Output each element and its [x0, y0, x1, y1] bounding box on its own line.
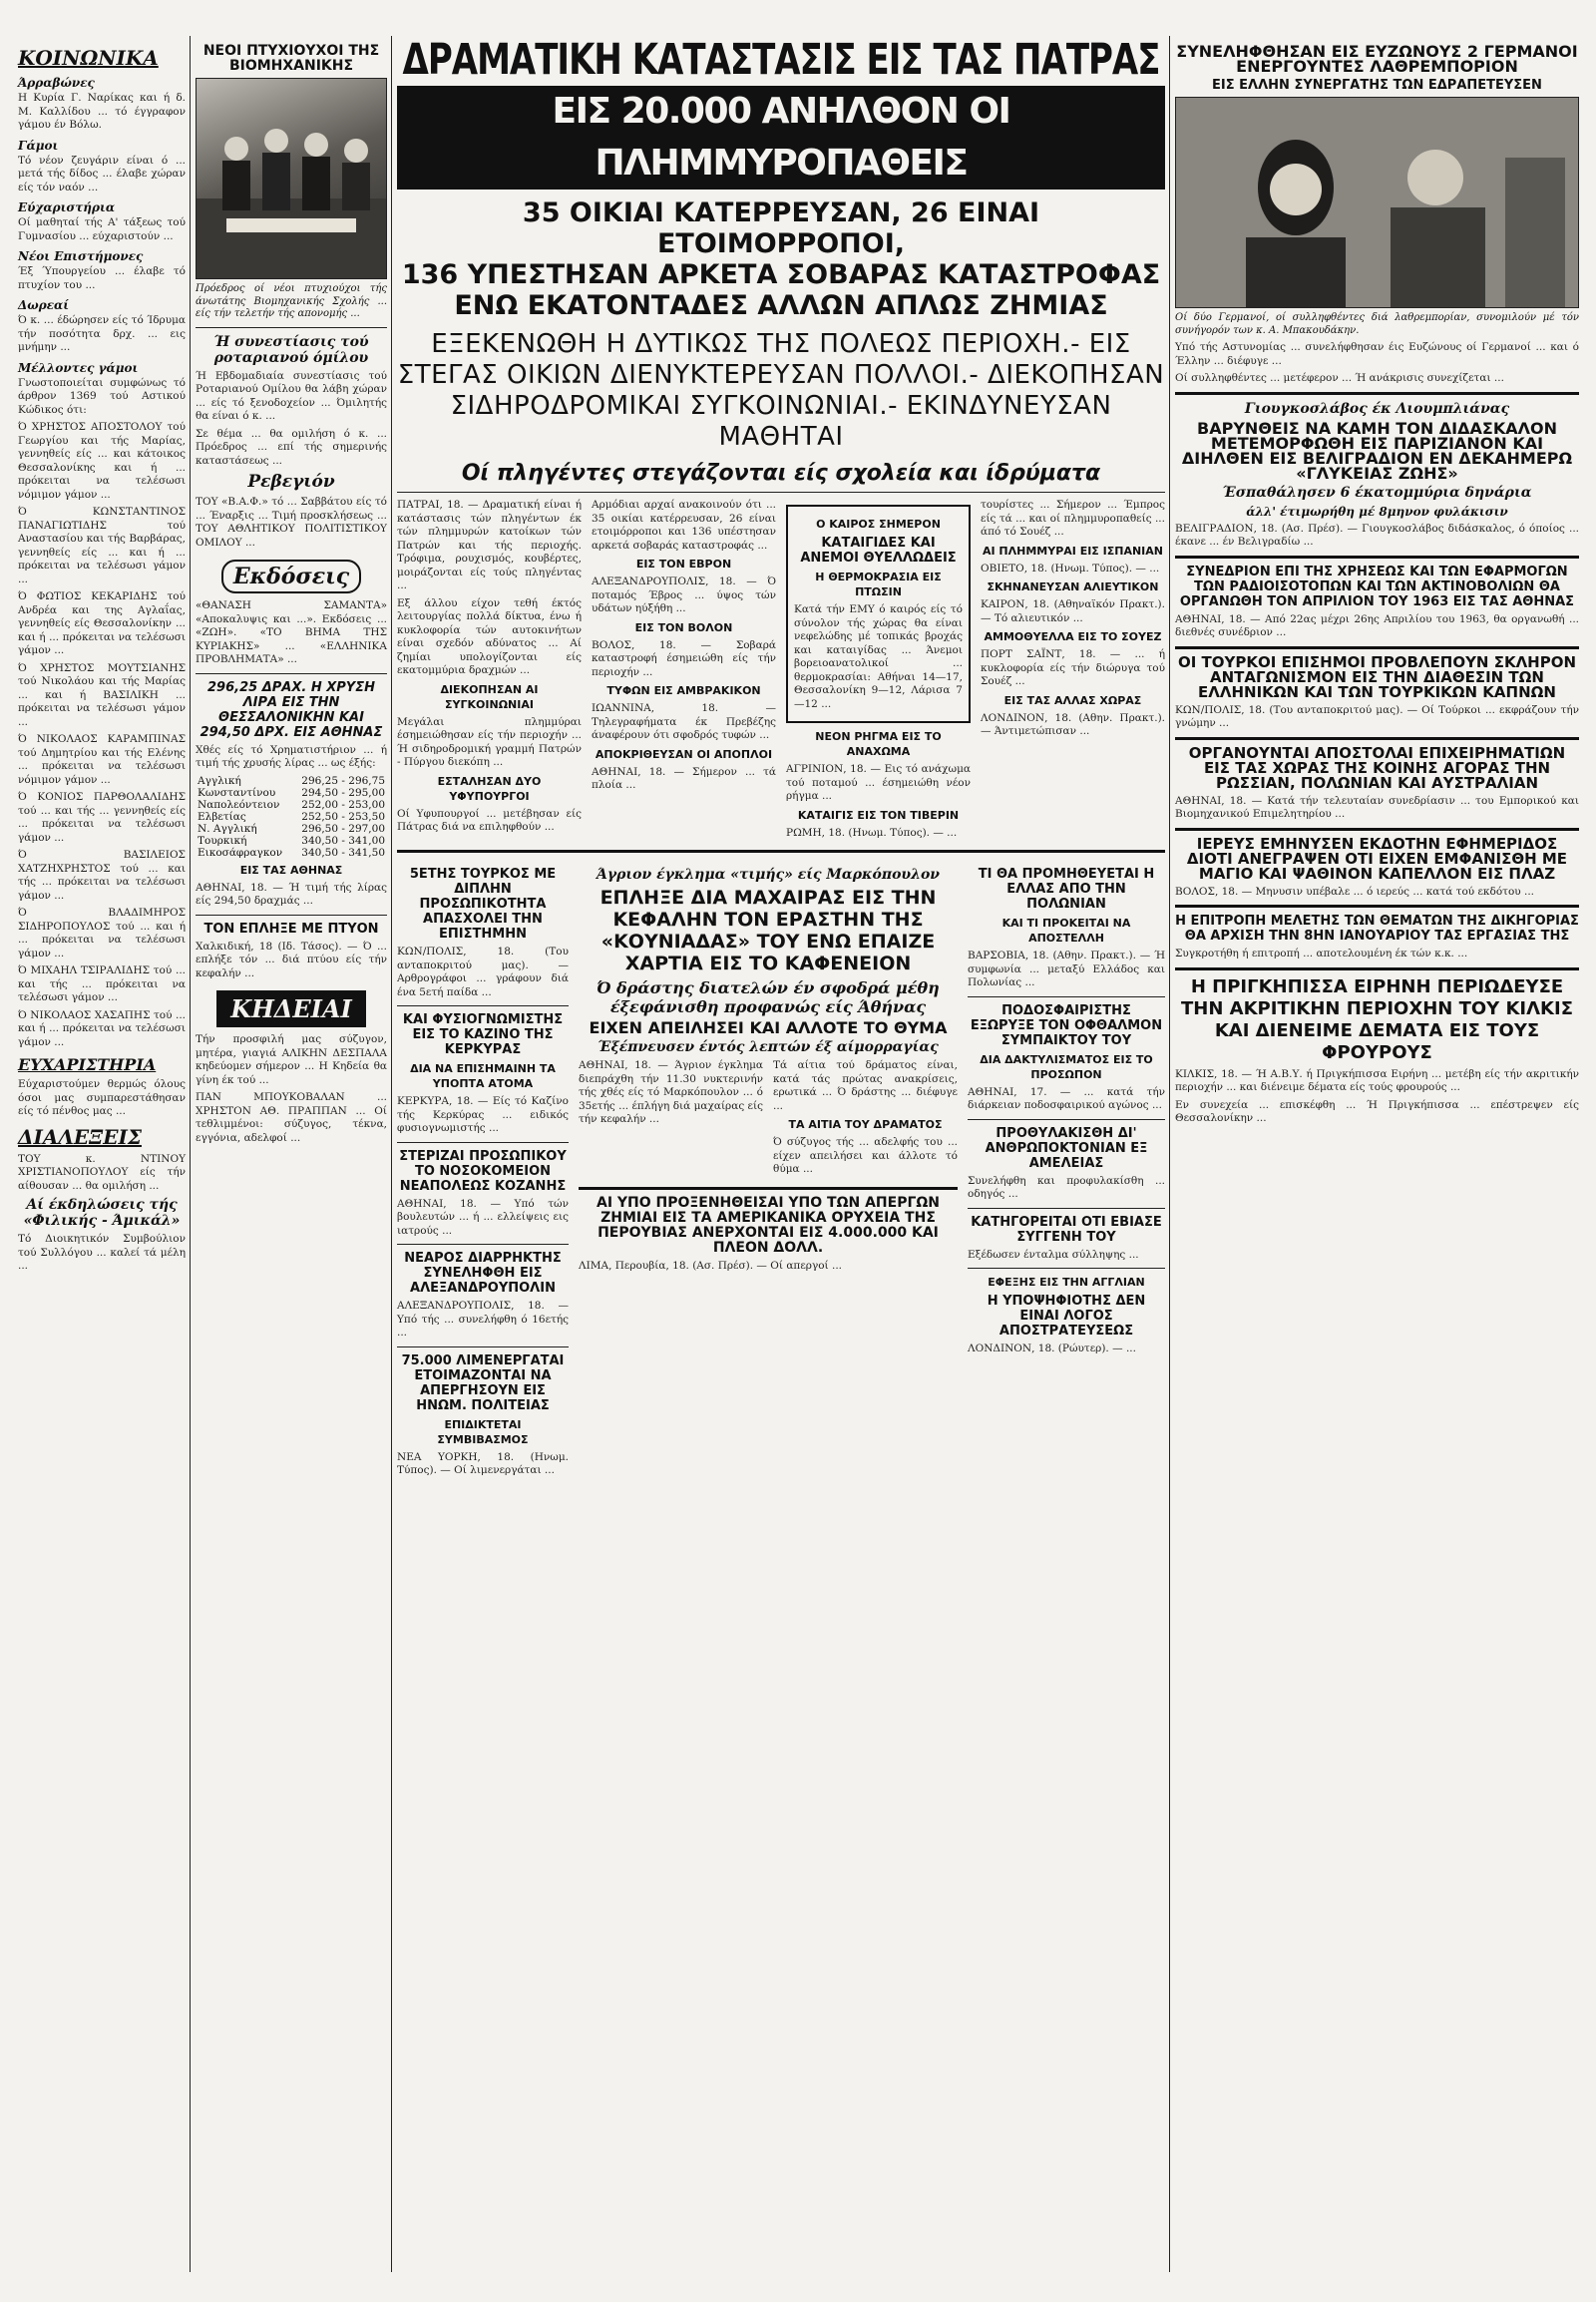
text-aitia: Ό σύζυγος τής ... αδελφής του ... είχεν απειλήσει και άλλοτε τό θύμα ... — [773, 1136, 958, 1175]
sub-volos: ΕΙΣ ΤΟΝ ΒΟΛΟΝ — [634, 620, 733, 634]
crime-subhead: Ό δράστης διατελών έν σφοδρά μέθη έξεφάνισθη προφανώς είς Άθήνας — [597, 978, 940, 1016]
text-chores: ΛΟΝΔΙΝΟΝ, 18. (Αθην. Πρακτ.). — Άντιμετώπισαν ... — [981, 711, 1165, 737]
subhead-shelters: Οί πληγέντες στεγάζονται είς σχολεία και ίδρύματα — [461, 461, 1101, 486]
price-value: 252,00 - 253,00 — [301, 798, 385, 811]
column-divider — [1169, 36, 1170, 2272]
text-synestiasis: Ή Εβδομαδιαία συνεστίασις τού Ροταριανού Ομίλου θα λάβη χώραν ... είς τό ξενοδοχείον ... Όμιλητής θα είναι ό κ. ... — [196, 369, 387, 422]
sub-arravones: Άρραβώνες — [18, 76, 95, 90]
section-koinonika-header: ΚΟΙΝΩΝΙΚΑ — [18, 46, 159, 70]
text-main-2: Εξ άλλου είχον τεθή έκτός λειτουργίας πολλά δίκτυα, ένω ή κυκλοφορία τών αυτοκινήτων είναι σχεδόν αδύνατος ... Αί ζημίαι υπολογίζονται είς εκατομμύρια δραχμών ... — [397, 596, 582, 676]
sub-chrysi-lira: 296,25 ΔΡΑΧ. Η ΧΡΥΣΗ ΛΙΡΑ ΕΙΣ ΤΗΝ ΘΕΣΣΑΛΟΝΙΚΗΝ ΚΑΙ 294,50 ΔΡΧ. ΕΙΣ ΑΘΗΝΑΣ — [200, 679, 383, 740]
sub-evros: ΕΙΣ ΤΟΝ ΕΒΡΟΝ — [635, 558, 732, 571]
sub-alaistikon: ΣΚΗΝΑΝΕΥΣΑΝ ΑΛΙΕΥΤΙΚΟΝ — [987, 580, 1159, 593]
headline-kapnos: ΟΙ ΤΟΥΡΚΟΙ ΕΠΙΣΗΜΟΙ ΠΡΟΒΛΕΠΟΥΝ ΣΚΛΗΡΟΝ ΑΝΤΑΓΩΝΙΣΜΟΝ ΕΙΣ ΤΗΝ ΔΙΑΘΕΣΙΝ ΤΩΝ ΕΛΛΗΝΙΚΩΝ ΚΑΙ ΤΩΝ ΤΟΥΡΚΙΚΩΝ ΚΑΠΝΩΝ — [1177, 652, 1577, 701]
text-volos: ΒΟΛΟΣ, 18. — Σοβαρά καταστροφή έσημειώθη είς τήν περιοχήν ... — [592, 638, 776, 678]
price-row — [196, 847, 387, 859]
column-social — [18, 40, 186, 1278]
text-kideiai2: ΠΑΝ ΜΠΟΥΚΟΒΑΛΑΝ ... ΧΡΗΣΤΟΝ ΑΘ. ΠΡΑΠΠΑΝ ... Οί τεθλιμμένοι: σύζυγος, τέκνα, εγγόνια, αδελφοί ... — [196, 1091, 387, 1144]
sub-mellontes: Μέλλοντες γάμοι — [18, 360, 139, 375]
sub-souez: ΑΜΜΟΘΥΕΛΛΑ ΕΙΣ ΤΟ ΣΟΥΕΖ — [984, 630, 1162, 643]
germans-photo-figures — [1176, 98, 1578, 307]
main-story-columns — [397, 499, 1165, 844]
text-kapnos: ΚΩΝ/ΠΟΛΙΣ, 18. (Του ανταποκριτού μας). — Οί Τούρκοι ... εκφράζουν τήν γνώμην ... — [1175, 703, 1579, 729]
weather-sub2: Η ΘΕΡΜΟΚΡΑΣΙΑ ΕΙΣ ΠΤΩΣΙΝ — [815, 571, 942, 598]
subhead-yougo: Έσπαθάλησεν 6 έκατομμύρια δηνάρια — [1222, 484, 1532, 501]
sub-tiverin: ΚΑΤΑΙΓΙΣ ΕΙΣ ΤΟΝ ΤΙΒΕΡΙΝ — [797, 808, 960, 822]
text-efxaristiria: Οί μαθηταί τής Α' τάξεως τού Γυμνασίου ... εύχαριστούν ... — [18, 216, 186, 242]
text-kazino: ΚΕΡΚΥΡΑ, 18. — Είς τό Καζίνο τής Κερκύρας ... ειδικός φυσιογνωμιστής ... — [397, 1095, 569, 1134]
text-radio: ΑΘΗΝΑΙ, 18. — Από 22ας μέχρι 26ης Απριλίου του 1963, θα οργανωθή ... διεθνές συνέδριον ... — [1175, 612, 1579, 638]
text-col-right: τουρίστες ... Σήμερον ... Έμπρος είς τά ... και οί πλημμυροπαθείς ... άπό τό Σουέζ ... — [981, 499, 1165, 538]
sub-synestiasis: Ή συνεστίασις τού ροταριανού όμίλου — [213, 333, 369, 366]
text-crime-2: Τά αίτια τού δράματος είναι, κατά τάς πρώτας ανακρίσεις, ερωτικά ... Ό δράστης ... διέφυγε ... — [773, 1059, 958, 1112]
text-koini: ΑΘΗΝΑΙ, 18. — Κατά τήν τελευταίαν συνεδρίασιν ... του Εμπορικού και Βιομηχανικού Επιμελητηρίου ... — [1175, 794, 1579, 820]
text-ekdiloseis: Τό Διοικητικόν Συμβούλιον τού Συλλόγου ... καλεί τά μέλη ... — [18, 1233, 186, 1272]
column-second — [196, 40, 387, 1149]
section-efxaristiria: ΕΥΧΑΡΙΣΤΗΡΙΑ — [18, 1055, 157, 1074]
sub-syngeni: ΚΑΤΗΓΟΡΕΙΤΑΙ ΟΤΙ ΕΒΙΑΣΕ ΣΥΓΓΕΝΗ ΤΟΥ — [971, 1214, 1162, 1245]
price-row — [196, 835, 387, 847]
sub-diarriksis: ΝΕΑΡΟΣ ΔΙΑΡΡΗΚΤΗΣ ΣΥΝΕΛΗΦΘΗ ΕΙΣ ΑΛΕΞΑΝΔΡΟΥΠΟΛΙΝ — [404, 1251, 562, 1296]
text-notice-1: Ό ΧΡΗΣΤΟΣ ΑΠΟΣΤΟΛΟΥ τού Γεωργίου και τής Μαρίας, γεννηθείς είς ... και κάτοικος Θεσσαλονίκης και ή ... πρόκειται να τελέσωσι νόμιμον γάμον ... — [18, 421, 186, 501]
sub-athinai: ΕΙΣ ΤΑΣ ΑΘΗΝΑΣ — [239, 863, 343, 877]
text-notice-7: Ό ΒΑΣΙΛΕΙΟΣ ΧΑΤΖΗΧΡΗΣΤΟΣ τού ... και τής ... πρόκειται να τελέσωσι γάμον ... — [18, 849, 186, 902]
headline-patras: ΔΡΑΜΑΤΙΚΗ ΚΑΤΑΣΤΑΣΙΣ ΕΙΣ ΤΑΣ ΠΑΤΡΑΣ — [402, 35, 1160, 85]
subhead-yougo2: άλλ' έτιμωρήθη μέ 8μηνον φυλάκισιν — [1246, 504, 1508, 519]
germans-photo-caption: Οί δύο Γερμανοί, οί συλληφθέντες διά λαθρεμπορίαν, συνομιλούν μέ τόν συνήγορόν των κ. Α. Μπακουδάκην. — [1175, 312, 1579, 336]
text-eirini: ΚΙΛΚΙΣ, 18. — Ή Α.Β.Υ. ή Πριγκήπισσα Ειρήνη ... μετέβη είς τήν ακριτικήν περιοχήν ... και διένειμε δέματα είς τούς φρουρούς ... — [1175, 1067, 1579, 1093]
weather-title: Ο ΚΑΙΡΟΣ ΣΗΜΕΡΟΝ — [816, 518, 941, 531]
text-notice-10: Ό ΝΙΚΟΛΑΟΣ ΧΑΣΑΠΗΣ τού ... και ή ... πρόκειται να τελέσωσι γάμον ... — [18, 1008, 186, 1048]
column-divider — [391, 36, 392, 2272]
text-poloniai: ΒΑΡΣΟΒΙΑ, 18. (Αθην. Πρακτ.). — Ή συμφωνία ... μεταξύ Ελλάδος και Πολωνίας ... — [968, 950, 1165, 988]
sub-podosfairo2: ΔΙΑ ΔΑΚΤΥΛΙΣΜΑΤΟΣ ΕΙΣ ΤΟ ΠΡΟΣΩΠΟΝ — [980, 1052, 1153, 1081]
sub-ptyon: ΤΟΝ ΕΠΛΗΞΕ ΜΕ ΠΤΥΟΝ — [203, 921, 379, 937]
price-value: 296,50 - 297,00 — [301, 822, 385, 835]
price-value: 252,50 - 253,50 — [301, 810, 385, 823]
price-name: Αγγλική — [198, 774, 241, 787]
lower-right-column — [968, 863, 1165, 1482]
sub-chores: ΕΙΣ ΤΑΣ ΑΛΛΑΣ ΧΩΡΑΣ — [1003, 693, 1142, 707]
text-reveigion: ΤΟΥ «Β.Α.Φ.» τό ... Σαββάτου είς τό ... Έναρξις ... Τιμή προσκλήσεως ... ΤΟΥ ΑΘΛΗΤΙΚΟΥ ΠΟΛΙΤΙΣΤΙΚΟΥ ΟΜΙΛΟΥ ... — [196, 496, 387, 549]
text-epistimones: Έξ Ύπουργείου ... έλαβε τό πτυχίον του ... — [18, 265, 186, 291]
sub-limeneg: 75.000 ΛΙΜΕΝΕΡΓΑΤΑΙ ΕΤΟΙΜΑΖΟΝΤΑΙ ΝΑ ΑΠΕΡΓΗΣΟΥΝ ΕΙΣ ΗΝΩΜ. ΠΟΛΙΤΕΙΑΣ — [401, 1352, 565, 1413]
photo-caption: Πρόεδρος οί νέοι πτυχιούχοι τής άνωτάτης Βιομηχανικής Σχολής ... είς τήν τελετήν τής απονομής ... — [196, 283, 387, 319]
sub-kazino2: ΔΙΑ ΝΑ ΕΠΙΣΗΜΑΙΝΗ ΤΑ ΥΠΟΠΤΑ ΑΤΟΜΑ — [410, 1062, 556, 1090]
price-value: 296,25 - 296,75 — [301, 774, 385, 787]
text-souez: ΠΟΡΤ ΣΑΪΝΤ, 18. — ... ή κυκλοφορία είς τήν διώρυγα τού Σουέζ ... — [981, 648, 1165, 687]
text-notice-3: Ό ΦΩΤΙΟΣ ΚΕΚΑΡΙΔΗΣ τού Ανδρέα και της Αγλαΐας, γεννηθείς είς Θεσσαλονίκην ... και ή ... πρόκειται να τελέσωσι γάμον ... — [18, 590, 186, 656]
text-ndos: ΑΘΗΝΑΙ, 18. — Υπό τών βουλευτών ... ή ... ελλείψεις εις ιατρούς ... — [397, 1197, 569, 1237]
text-chrysi-lira: Χθές είς τό Χρηματιστήριον ... ή τιμή τής χρυσής λίρας ... ως έξής: — [196, 743, 387, 769]
text-synkoinonies: Μεγάλαι πλημμύραι έσημειώθησαν είς τήν περιοχήν ... Ή σιδηροδρομική γραμμή Πατρών - Πύργου διεκόπη ... — [397, 715, 582, 768]
price-value: 340,50 - 341,50 — [301, 846, 385, 859]
lower-middle-column — [579, 863, 958, 1482]
sub-peru: ΑΙ ΥΠΟ ΠΡΟΞΕΝΗΘΕΙΣΑΙ ΥΠΟ ΤΩΝ ΑΠΕΡΓΩΝ ΖΗΜΙΑΙ ΕΙΣ ΤΑ ΑΜΕΡΙΚΑΝΙΚΑ ΟΡΥΧΕΙΑ ΤΗΣ ΠΕΡΟΥΒΙΑΣ ΑΝΕΡΧΟΝΤΑΙ ΕΙΣ 4.000.000 ΚΑΙ ΠΛΕΟΝ ΔΟΛΛ. — [596, 1194, 940, 1256]
sub-ypourgoi: ΕΣΤΑΛΗΣΑΝ ΔΥΟ ΥΦΥΠΟΥΡΓΟΙ — [437, 774, 542, 803]
sub-ageleia: ΕΦΕΞΗΣ ΕΙΣ ΤΗΝ ΑΓΓΛΙΑΝ — [988, 1276, 1145, 1289]
sub-dorees: Δωρεαί — [18, 298, 70, 312]
sub-ekdiloseis: Αί έκδηλώσεις τής «Φιλικής - Άμικάλ» — [23, 1197, 181, 1229]
weather-text: Κατά τήν ΕΜΥ ό καιρός είς τό σύνολον τής χώρας θα είναι νεφελώδης μέ τοπικάς βροχάς και καταιγίδας ... Άνεμοι βορειοανατολικοί ... θερμοκρασίαι: Αθήναι 14—17, Θεσσαλονίκη 9—12, Λάρισα 7—12 ... — [794, 603, 963, 710]
text-diarriksis: ΑΛΕΞΑΝΔΡΟΥΠΟΛΙΣ, 18. — Υπό τής ... συνελήφθη ό 16ετής ... — [397, 1300, 569, 1339]
text-athinai: ΑΘΗΝΑΙ, 18. — Ή τιμή τής λίρας είς 294,50 δραχμάς ... — [196, 881, 387, 907]
text-amvrakikos: ΙΩΑΝΝΙΝΑ, 18. — Τηλεγραφήματα έκ Πρεβέζης άναφέρουν ότι σφοδρός τυφών ... — [592, 702, 776, 741]
price-value: 340,50 - 341,00 — [301, 834, 385, 847]
column-right — [1175, 40, 1579, 1130]
column-main — [397, 35, 1165, 1482]
text-kapela: ΒΟΛΟΣ, 18. — Μηνυσιν υπέβαλε ... ό ιερεύς ... κατά τού εκδότου ... — [1175, 885, 1534, 898]
text-efxaristiria2: Εύχαριστούμεν θερμώς όλους όσοι μας συμπαρεστάθησαν είς τό πένθος μας ... — [18, 1078, 186, 1117]
price-name: Εικοσάφραγκον — [198, 846, 283, 859]
text-evros: ΑΛΕΞΑΝΔΡΟΥΠΟΛΙΣ, 18. — Ό ποταμός Έβρος ... ύψος τών υδάτων ηύξήθη ... — [592, 576, 776, 614]
sub-ispania: ΑΙ ΠΛΗΜΜΥΡΑΙ ΕΙΣ ΙΣΠΑΝΙΑΝ — [982, 544, 1163, 558]
text-main-1: ΠΑΤΡΑΙ, 18. — Δραματική είναι ή κατάστασις τών πληγέντων έκ τών πλημμυρών κατοίκων τών Πατρών και τής περιοχής. Τρόφιμα, ρουχισμός, κουβέρτες, μοιράζονται είς τούς πληγέντας ... — [397, 499, 582, 591]
text-gamoi: Τό νέον ζευγάριν είναι ό ... μετά τής δίδος ... έλαβε χώραν είς τόν ναόν ... — [18, 154, 186, 193]
crime-kicker: Άγριον έγκλημα «τιμής» είς Μαρκόπουλον — [596, 867, 941, 883]
sub-anachoma: ΝΕΟΝ ΡΗΓΜΑ ΕΙΣ ΤΟ ΑΝΑΧΩΜΑ — [815, 730, 942, 758]
sub-kazino: ΚΑΙ ΦΥΣΙΟΓΝΩΜΙΣΤΗΣ ΕΙΣ ΤΟ ΚΑΖΙΝΟ ΤΗΣ ΚΕΡΚΥΡΑΣ — [402, 1012, 564, 1057]
sub-synkoinonies: ΔΙΕΚΟΠΗΣΑΝ ΑΙ ΣΥΓΚΟΙΝΩΝΙΑΙ — [440, 682, 539, 711]
text-crime-1: ΑΘΗΝΑΙ, 18. — Άγριον έγκλημα διεπράχθη τήν 11.30 νυκτερινήν τής χθές είς τό Μαρκόπουλον ... ό 35ετής ... έπλήγη διά μαχαίρας είς τήν κεφαλήν ... — [579, 1059, 763, 1125]
subhead-houses-c: ΕΝΩ ΕΚΑΤΟΝΤΑΔΕΣ ΑΛΛΩΝ ΑΠΛΩΣ ΖΗΜΙΑΣ — [454, 290, 1108, 321]
text-dialexeis: ΤΟΥ κ. ΝΤΙΝΟΥ ΧΡΙΣΤΙΑΝΟΠΟΥΛΟΥ είς τήν αίθουσαν ... θα ομιλήση ... — [18, 1152, 186, 1192]
headline-dikigoroi: Η ΕΠΙΤΡΟΠΗ ΜΕΛΕΤΗΣ ΤΩΝ ΘΕΜΑΤΩΝ ΤΗΣ ΔΙΚΗΓΟΡΙΑΣ ΘΑ ΑΡΧΙΣΗ ΤΗΝ 8ΗΝ ΙΑΝΟΥΑΡΙΟΥ ΤΑΣ ΕΡΓΑΣΙΑΣ ΤΗΣ — [1175, 914, 1579, 944]
text-anachoma: ΑΓΡΙΝΙΟΝ, 18. — Εις τό ανάχωμα τού ποταμού ... έσημειώθη νέον ρήγμα ... — [786, 763, 971, 802]
price-name: Τουρκική — [198, 834, 247, 847]
text-syngeni: Εξέδωσεν ένταλμα σύλληψης ... — [968, 1248, 1139, 1261]
text-germans-2: Οί συλληφθέντες ... μετέφερον ... Ή ανάκρισις συνεχίζεται ... — [1175, 372, 1504, 384]
sub-amelia: ΠΡΟΘΥΛΑΚΙΣΘΗ ΔΙ' ΑΝΘΡΩΠΟΚΤΟΝΙΑΝ ΕΞ ΑΜΕΛΕΙΑΣ — [985, 1125, 1148, 1171]
price-row — [196, 799, 387, 811]
sub-podosfairo: ΠΟΔΟΣΦΑΙΡΙΣΤΗΣ ΕΞΩΡΥΞΕ ΤΟΝ ΟΦΘΑΛΜΟΝ ΣΥΜΠΑΙΚΤΟΥ ΤΟΥ — [970, 1002, 1163, 1048]
sub-aitia: ΤΑ ΑΙΤΙΑ ΤΟΥ ΔΡΑΜΑΤΟΣ — [788, 1118, 943, 1131]
sub-amvrakikos: ΤΥΦΩΝ ΕΙΣ ΑΜΒΡΑΚΙΚΟΝ — [606, 684, 761, 697]
lower-left-column — [397, 863, 569, 1482]
subhead-houses-a: 35 ΟΙΚΙΑΙ ΚΑΤΕΡΡΕΥΣΑΝ, 26 ΕΙΝΑΙ ΕΤΟΙΜΟΡΡΟΠΟΙ, — [522, 197, 1040, 259]
headline-germans: ΣΥΝΕΛΗΦΘΗΣΑΝ ΕΙΣ ΕΥΖΩΝΟΥΣ 2 ΓΕΡΜΑΝΟΙ ΕΝΕΡΓΟΥΝΤΕΣ ΛΑΘΡΕΜΠΟΡΙΟΝ — [1176, 42, 1578, 76]
text-ptyon: Χαλκιδική, 18 (Ιδ. Τάσος). — Ό ... επλήξε τόν ... διά πτύου είς τήν κεφαλήν ... — [196, 940, 387, 979]
sub-torkos: 5ΕΤΗΣ ΤΟΥΡΚΟΣ ΜΕ ΔΙΠΛΗΝ ΠΡΟΣΩΠΙΚΟΤΗΤΑ ΑΠΑΣΧΟΛΕΙ ΤΗΝ ΕΠΙΣΤΗΜΗΝ — [409, 867, 557, 942]
sub-limeneg2: ΕΠΙΔΙΚΤΕΤΑΙ ΣΥΜΒΙΒΑΣΜΟΣ — [437, 1417, 529, 1446]
text-notice-5: Ό ΝΙΚΟΛΑΟΣ ΚΑΡΑΜΠΙΝΑΣ τού Δημητρίου και τής Ελένης ... πρόκειται να τελέσωσι νόμιμον γάμον ... — [18, 733, 186, 786]
lower-section — [397, 863, 1165, 1482]
graduates-photo — [196, 78, 387, 279]
text-torkos: ΚΩΝ/ΠΟΛΙΣ, 18. (Του ανταποκριτού μας). — Αρθρογράφοι ... γράφουν διά ένα 5ετή παίδα ... — [397, 946, 569, 998]
text-mellontes: Γνωστοποιείται συμφώνως τό άρθρον 1369 τού Αστικού Κώδικος ότι: — [18, 376, 186, 416]
sub-apopiratoi: ΑΠΟΚΡΙΘΕΥΣΑΝ ΟΙ ΑΠΟΠΛΟΙ — [595, 747, 773, 761]
headline-flood-victims: ΕΙΣ 20.000 ΑΝΗΛΘΟΝ ΟΙ ΠΛΗΜΜΥΡΟΠΑΘΕΙΣ — [397, 86, 1165, 190]
text-yougo: ΒΕΛΙΓΡΑΔΙΟΝ, 18. (Ασ. Πρέσ). — Γιουγκοσλάβος διδάσκαλος, ό όποίος ... έκανε ... έν Βελιγραδίω ... — [1175, 522, 1579, 548]
text-notice-8: Ό ΒΛΑΔΙΜΗΡΟΣ ΣΙΔΗΡΟΠΟΥΛΟΣ τού ... και ή ... πρόκειται να τελέσωσι γάμον ... — [18, 907, 186, 959]
price-value: 294,50 - 295,00 — [301, 786, 385, 799]
crime-subhead3: Έξέπνευσεν έντός λεπτών έξ αίμορραγίας — [598, 1039, 939, 1055]
germans-photo — [1175, 97, 1579, 308]
sub-ageleia2: Η ΥΠΟΨΗΦΙΟΤΗΣ ΔΕΝ ΕΙΝΑΙ ΛΟΓΟΣ ΑΠΟΣΤΡΑΤΕΥΣΕΩΣ — [987, 1294, 1146, 1339]
text-eirini2: Εν συνεχεία ... επισκέφθη ... Ή Πριγκήπισσα ... επέστρεψεν είς Θεσσαλονίκην ... — [1175, 1098, 1579, 1124]
text-notice-4: Ό ΧΡΗΣΤΟΣ ΜΟΥΤΣΙΑΝΗΣ τού Νικολάου και τής Μαρίας ... και ή ΒΑΣΙΛΙΚΗ ... πρόκειται να τελέσωσι γάμον ... — [18, 661, 186, 728]
graduates-photo-figures — [197, 79, 386, 278]
column-divider — [190, 36, 191, 2272]
text-tiverin: ΡΩΜΗ, 18. (Ηνωμ. Τύπος). — ... — [786, 826, 958, 839]
text-ekdoseis: «ΘΑΝΑΣΗ ΣΑΜΑΝΤΑ» «Αποκαλυψις και ...». Εκδόσεις ... «ΖΩΗ». «ΤΟ ΒΗΜΑ ΤΗΣ ΚΥΡΙΑΚΗΣ» ... «ΕΛΛΗΝΙΚΑ ΠΡΟΒΛΗΜΑΤΑ» ... — [196, 599, 387, 665]
headline-koini: ΟΡΓΑΝΟΥΝΤΑΙ ΑΠΟΣΤΟΛΑΙ ΕΠΙΧΕΙΡΗΜΑΤΙΩΝ ΕΙΣ ΤΑΣ ΧΩΡΑΣ ΤΗΣ ΚΟΙΝΗΣ ΑΓΟΡΑΣ ΤΗΝ ΡΩΣΣΙΑΝ, ΠΟΛΩΝΙΑΝ ΚΑΙ ΑΥΣΤΡΑΛΙΑΝ — [1188, 743, 1566, 792]
text-notice-6: Ό ΚΟΝΙΟΣ ΠΑΡΘΟΛΑΛΙΔΗΣ τού ... και τής ... γεννηθείς είς ... πρόκειται να τελέσωσι γάμον ... — [18, 791, 186, 844]
price-name: Ελβετίας — [198, 810, 246, 823]
sub-poloniai: ΤΙ ΘΑ ΠΡΟΜΗΘΕΥΕΤΑΙ Η ΕΛΛΑΣ ΑΠΟ ΤΗΝ ΠΟΛΩΝΙΑΝ — [978, 867, 1155, 912]
sub-ndos: ΣΤΕΡΙΖΑΙ ΠΡΟΣΩΠΙΚΟΥ ΤΟ ΝΟΣΟΚΟΜΕΙΟΝ ΝΕΑΠΟΛΕΩΣ ΚΟΖΑΝΗΣ — [399, 1148, 567, 1194]
text-ispania: ΟΒΙΕΤΟ, 18. (Ηνωμ. Τύπος). — ... — [981, 562, 1160, 575]
weather-box — [786, 505, 971, 723]
photo-title: ΝΕΟΙ ΠΤΥΧΙΟΥΧΟΙ ΤΗΣ ΒΙΟΜΗΧΑΝΙΚΗΣ — [202, 43, 380, 74]
text-notice-2: Ό ΚΩΝΣΤΑΝΤΙΝΟΣ ΠΑΝΑΓΙΩΤΙΔΗΣ τού Αναστασίου και τής Βαρβάρας, γεννηθείς είς ... και ή ... πρόκειται να τελέσωσι γάμον ... — [18, 506, 186, 585]
price-row — [196, 775, 387, 787]
subhead-evacuation: ΕΞΕΚΕΝΩΘΗ Η ΔΥΤΙΚΩΣ ΤΗΣ ΠΟΛΕΩΣ ΠΕΡΙΟΧΗ.- ΕΙΣ ΣΤΕΓΑΣ ΟΙΚΙΩΝ ΔΙΕΝΥΚΤΕΡΕΥΣΑΝ ΠΟΛΛΟΙ.- ΔΙΕΚΟΠΗΣΑΝ ΣΙΔΗΡΟΔΡΟΜΙΚΑΙ ΣΥΓΚΟΙΝΩΝΙΑΙ.- ΕΚΙΝΔΥΝΕΥΣΑΝ ΜΑΘΗΤΑΙ — [397, 329, 1165, 452]
text-germans-1: Υπό τής Αστυνομίας ... συνελήφθησαν έις Ευζώνους οί Γερμανοί ... και ό Έλλην ... διέφυγε ... — [1175, 341, 1579, 367]
headline-radio: ΣΥΝΕΔΡΙΟΝ ΕΠΙ ΤΗΣ ΧΡΗΣΕΩΣ ΚΑΙ ΤΩΝ ΕΦΑΡΜΟΓΩΝ ΤΩΝ ΡΑΔΙΟΙΣΟΤΟΠΩΝ ΚΑΙ ΤΩΝ ΑΚΤΙΝΟΒΟΛΙΩΝ ΘΑ ΟΡΓΑΝΩΘΗ ΤΟΝ ΑΠΡΙΛΙΟΝ ΤΟΥ 1963 ΕΙΣ ΤΑΣ ΑΘΗΝΑΣ — [1179, 564, 1575, 609]
text-ypourgoi: Οί Υφυπουργοί ... μετέβησαν είς Πάτρας διά να επιληφθούν ... — [397, 807, 582, 833]
price-name: Ναπολεόντειον — [198, 798, 280, 811]
text-notice-9: Ό ΜΙΧΑΗΛ ΤΣΙΡΑΛΙΔΗΣ τού ... και τής ... πρόκειται να τελέσωσι γάμον ... — [18, 964, 186, 1003]
text-main-3: Αρμόδιαι αρχαί ανακοινούν ότι ... 35 οικίαι κατέρρευσαν, 26 είναι ετοιμόρροποι και 136 υπέστησαν αρκετά σοβαράς καταστροφάς ... — [592, 499, 776, 552]
crime-headline: ΕΠΛΗΞΕ ΔΙΑ ΜΑΧΑΙΡΑΣ ΕΙΣ ΤΗΝ ΚΕΦΑΛΗΝ ΤΟΝ ΕΡΑΣΤΗΝ ΤΗΣ «ΚΟΥΝΙΑΔΑΣ» ΤΟΥ ΕΝΩ ΕΠΑΙΖΕ ΧΑΡΤΙΑ ΕΙΣ ΤΟ ΚΑΦΕΝΕΙΟΝ — [599, 887, 937, 974]
sub-epistimones: Νέοι Επιστήμονες — [18, 249, 144, 263]
subhead-houses-b: 136 ΥΠΕΣΤΗΣΑΝ ΑΡΚΕΤΑ ΣΟΒΑΡΑΣ ΚΑΤΑΣΤΡΟΦΑΣ — [401, 259, 1161, 290]
kideiai-logo: ΚΗΔΕΙΑΙ — [216, 990, 366, 1027]
headline-eirini: Η ΠΡΙΓΚΗΠΙΣΣΑ ΕΙΡΗΝΗ ΠΕΡΙΩΔΕΥΣΕ ΤΗΝ ΑΚΡΙΤΙΚΗΝ ΠΕΡΙΟΧΗΝ ΤΟΥ ΚΙΛΚΙΣ ΚΑΙ ΔΙΕΝΕΙΜΕ ΔΕΜΑΤΑ ΕΙΣ ΤΟΥΣ ΦΡΟΥΡΟΥΣ — [1181, 975, 1573, 1063]
text-dorees: Ό κ. ... έδώρησεν είς τό Ίδρυμα τήν ποσότητα δρχ. ... εις μνήμην ... — [18, 314, 186, 353]
gold-price-table — [196, 775, 387, 859]
text-podosfairo: ΑΘΗΝΑΙ, 17. — ... κατά τήν διάρκειαν ποδοσφαιρικού αγώνος ... — [968, 1085, 1165, 1111]
headline-kapela: ΙΕΡΕΥΣ ΕΜΗΝΥΣΕΝ ΕΚΔΟΤΗΝ ΕΦΗΜΕΡΙΔΟΣ ΔΙΟΤΙ ΑΝΕΓΡΑΨΕΝ ΟΤΙ ΕΙΧΕΝ ΕΜΦΑΝΙΣΘΗ ΜΕ ΜΑΓΙΟ ΚΑΙ ΨΑΘΙΝΟΝ ΚΑΠΕΛΛΟΝ ΕΙΣ ΠΛΑΖ — [1186, 834, 1568, 883]
text-arravones: Η Κυρία Γ. Ναρίκας και ή δ. Μ. Καλλίδου ... τό έγγραφον γάμου έν Βόλω. — [18, 92, 186, 131]
sub-reveigion: Ρεβεγιόν — [247, 472, 335, 492]
text-apopiratoi: ΑΘΗΝΑΙ, 18. — Σήμερον ... τά πλοία ... — [592, 765, 776, 791]
text-synestiasis2: Σε θέμα ... θα ομιλήση ό κ. ... Πρόεδρος ... επί τής σημερινής καταστάσεως ... — [196, 427, 387, 467]
price-name: Κωνσταντίνου — [198, 786, 276, 799]
price-row — [196, 787, 387, 799]
text-ageleia: ΛΟΝΔΙΝΟΝ, 18. (Ρώυτερ). — ... — [968, 1343, 1136, 1354]
price-name: Ν. Αγγλική — [198, 822, 257, 835]
subhead-germans: ΕΙΣ ΕΛΛΗΝ ΣΥΝΕΡΓΑΤΗΣ ΤΩΝ ΕΔΡΑΠΕΤΕΥΣΕΝ — [1212, 78, 1542, 93]
headline-yougo: ΒΑΡΥΝΘΕΙΣ ΝΑ ΚΑΜΗ ΤΟΝ ΔΙΔΑΣΚΑΛΟΝ ΜΕΤΕΜΟΡΦΩΘΗ ΕΙΣ ΠΑΡΙΖΙΑΝΟΝ ΚΑΙ ΔΙΗΛΘΕΝ ΕΙΣ ΒΕΛΙΓΡΑΔΙΟΝ ΕΝ ΔΕΚΑΗΜΕΡΩ «ΓΛΥΚΕΙΑΣ ΖΩΗΣ» — [1181, 418, 1573, 483]
weather-sub: ΚΑΤΑΙΓΙΔΕΣ ΚΑΙ ΑΝΕΜΟΙ ΘΥΕΛΛΩΔΕΙΣ — [800, 536, 957, 566]
text-dikigoroi: Συγκροτήθη ή επιτροπή ... αποτελουμένη έκ τών κ.κ. ... — [1175, 948, 1468, 959]
text-amelia: Συνελήφθη και προφυλακίσθη ... οδηγός ... — [968, 1174, 1165, 1200]
text-kideiai: Τήν προσφιλή μας σύζυγον, μητέρα, γιαγιά ΑΛΙΚΗΝ ΔΕΣΠΑΛΑ κηδεύομεν σήμερον ... Η Κηδεία θα γίνη έκ τού ... — [196, 1033, 387, 1086]
sub-efxaristiria: Εύχαριστήρια — [18, 200, 116, 214]
text-peru: ΛΙΜΑ, Περουβία, 18. (Ασ. Πρέσ). — Οί απεργοί ... — [579, 1259, 843, 1272]
price-row — [196, 823, 387, 835]
sub-yougo: Γιουγκοσλάβος έκ Λιουμπλιάνας — [1244, 400, 1510, 417]
crime-subhead2: ΕΙΧΕΝ ΑΠΕΙΛΗΣΕΙ ΚΑΙ ΑΛΛΟΤΕ ΤΟ ΘΥΜΑ — [589, 1018, 948, 1037]
text-limeneg: ΝΕΑ ΥΟΡΚΗ, 18. (Ηνωμ. Τύπος). — Οί λιμενεργάται ... — [397, 1450, 569, 1476]
ekdoseis-logo: Εκδόσεις — [221, 560, 361, 593]
text-alaistikon: ΚΑΙΡΟΝ, 18. (Αθηναϊκόν Πρακτ.). — Τό αλιευτικόν ... — [981, 598, 1165, 624]
price-row — [196, 811, 387, 823]
sub-gamoi: Γάμοι — [18, 138, 59, 153]
section-dialexeis: ΔΙΑΛΕΞΕΙΣ — [18, 1124, 142, 1149]
sub-poloniai2: ΚΑΙ ΤΙ ΠΡΟΚΕΙΤΑΙ ΝΑ ΑΠΟΣΤΕΛΛΗ — [1001, 917, 1131, 945]
